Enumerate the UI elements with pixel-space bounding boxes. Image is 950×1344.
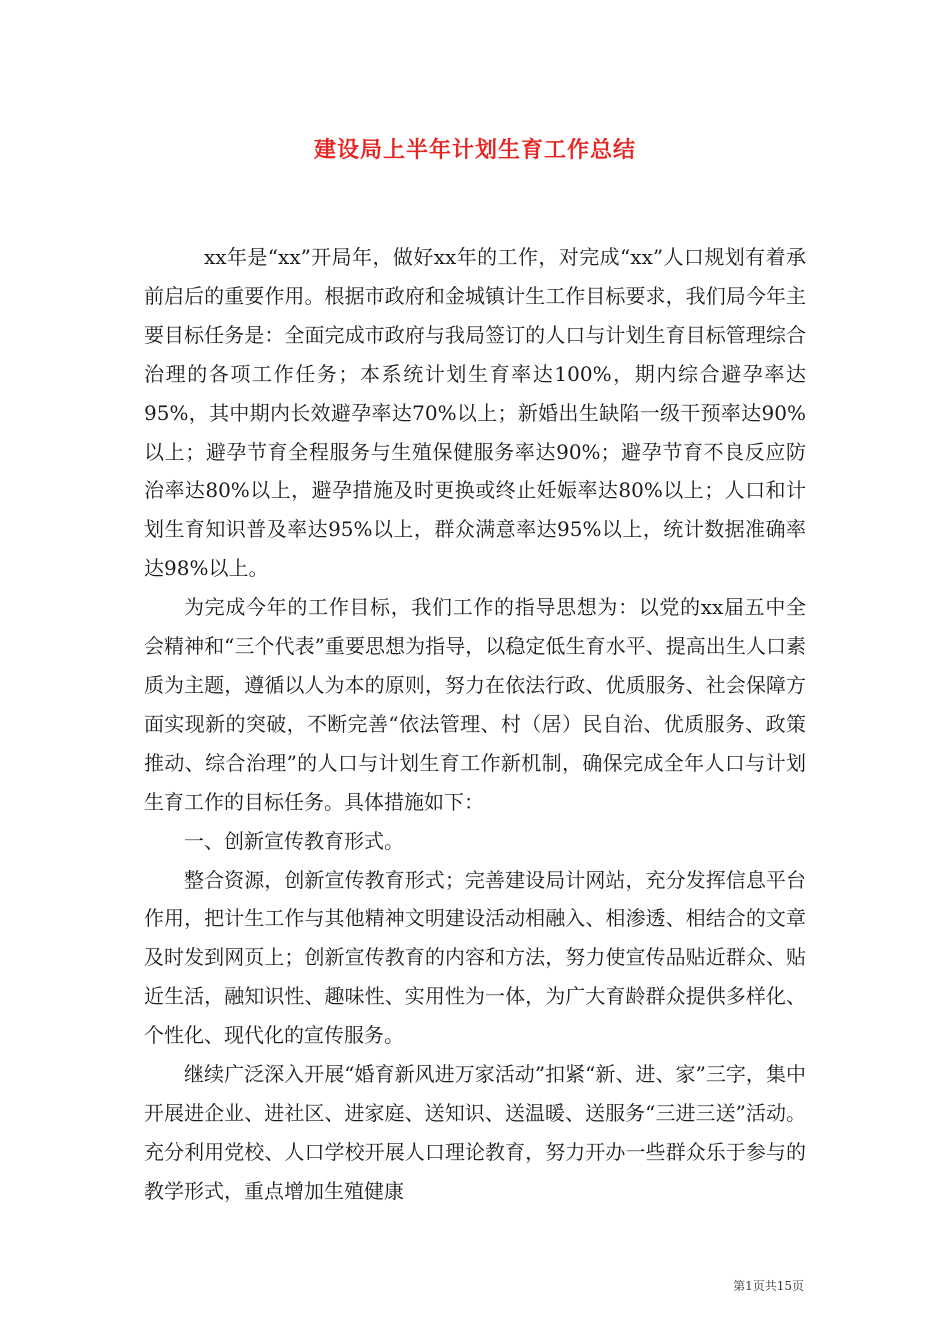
document-title: 建设局上半年计划生育工作总结 (313, 137, 636, 163)
paragraph-new-customs-campaign: 继续广泛深入开展“婚育新风进万家活动”扣紧“新、进、家”三字，集中开展进企业、进社区、进家庭、送知识、送温暖、送服务“三进三送”活动。充分利用党校、人口学校开展人口理论教育，努力开办一些群众乐于参与的教学形式，重点增加生殖健康 (144, 1062, 806, 1203)
paragraph-goals: xx年是“xx”开局年，做好xx年的工作，对完成“xx”人口规划有着承前启后的重要作用。根据市政府和金城镇计生工作目标要求，我们局今年主要目标任务是：全面完成市政府与我局签订的人口与计划生育目标管理综合治理的各项工作任务；本系统计划生育率达100%，期内综合避孕率达95%，其中期内长效避孕率达70%以上；新婚出生缺陷一级干预率达90%以上；避孕节育全程服务与生殖保健服务率达90%；避孕节育不良反应防治率达80%以上，避孕措施及时更换或终止妊娠率达80%以上；人口和计划生育知识普及率达95%以上，群众满意率达95%以上，统计数据准确率达98%以上。 (144, 245, 806, 581)
paragraph-guiding-ideology: 为完成今年的工作目标，我们工作的指导思想为：以党的xx届五中全会精神和“三个代表”重要思想为指导，以稳定低生育水平、提高出生人口素质为主题，遵循以人为本的原则，努力在依法行政、优质服务、社会保障方面实现新的突破，不断完善“依法管理、村（居）民自治、优质服务、政策推动、综合治理”的人口与计划生育工作新机制，确保完成全年人口与计划生育工作的目标任务。具体措施如下： (144, 595, 806, 814)
paragraph-integrate-resources: 整合资源，创新宣传教育形式；完善建设局计网站，充分发挥信息平台作用，把计生工作与其他精神文明建设活动相融入、相渗透、相结合的文章及时发到网页上；创新宣传教育的内容和方法，努力使宣传品贴近群众、贴近生活，融知识性、趣味性、实用性为一体，为广大育龄群众提供多样化、个性化、现代化的宣传服务。 (144, 867, 806, 1048)
section-heading-publicity: 一、创新宣传教育形式。 (184, 828, 404, 853)
document-body (144, 238, 806, 1211)
page-number: 第1页共15页 (733, 1279, 804, 1293)
